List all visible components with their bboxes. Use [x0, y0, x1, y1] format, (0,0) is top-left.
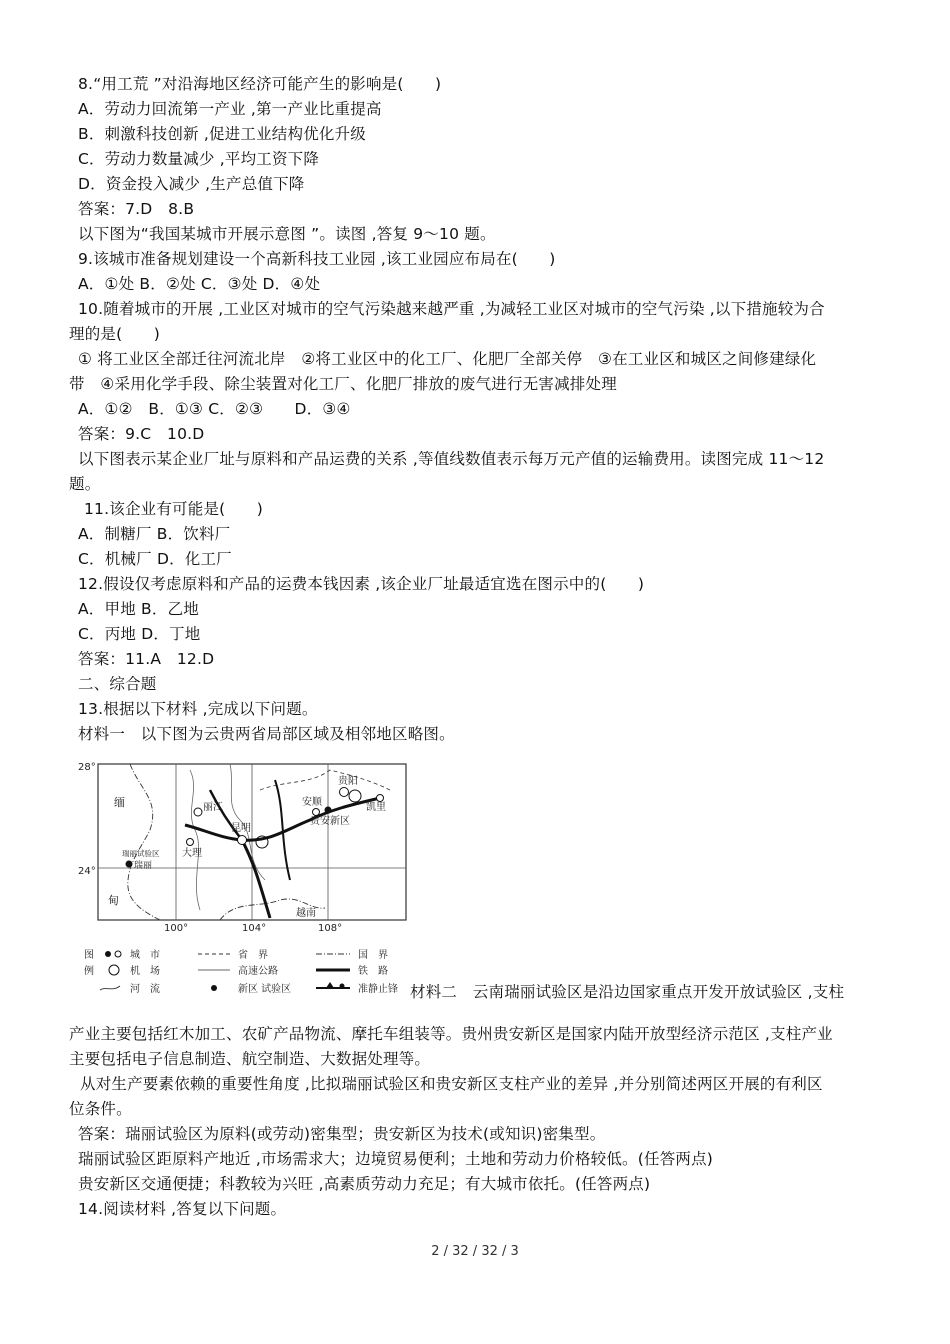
newzone-guian-label: 贵安新区 [310, 816, 350, 827]
zone-ruili-label: 瑞丽试验区 [122, 849, 160, 858]
intro-11-12-line1: 以下图表示某企业厂址与原料和产品运费的关系 ,等值线数值表示每万元产值的运输费用。读图完成 11～12 [78, 450, 825, 468]
q13-material2-line1: 材料二 云南瑞丽试验区是沿边国家重点开发开放试验区 ,支柱 [410, 983, 845, 1001]
city-anshun-label: 安顺 [302, 797, 322, 808]
newzone-guian-marker [325, 807, 332, 814]
city-anshun-marker [313, 809, 320, 816]
legend-river-line [100, 986, 120, 990]
legend-railway: 铁 路 [358, 966, 388, 977]
city-kaili-marker [377, 795, 384, 802]
legend-city-dot [105, 951, 111, 957]
city-lijiang-marker [194, 808, 202, 816]
city-guiyang-marker [340, 788, 349, 797]
legend-title-2: 例 [84, 966, 94, 977]
answer-11-12: 答案：11.A 12.D [78, 650, 215, 668]
province-border [260, 770, 390, 790]
legend-peak: 准静止锋 [358, 984, 398, 995]
legend-border: 国 界 [358, 950, 388, 961]
q13-material1: 材料一 以下图为云贵两省局部区域及相邻地区略图。 [78, 725, 455, 743]
q8-option-a: A．劳动力回流第一产业 ,第一产业比重提高 [78, 100, 382, 118]
city-dali-label: 大理 [182, 848, 202, 859]
country-myanmar-label-2: 甸 [108, 894, 119, 907]
q10-items-line1: ① 将工业区全部迁往河流北岸 ②将工业区中的化工厂、化肥厂全部关停 ③在工业区和城区之间修建绿化 [78, 350, 817, 368]
q10-items-line2: 带 ④采用化学手段、除尘装置对化工厂、化肥厂排放的废气进行无害减排处理 [69, 375, 617, 393]
q8-option-b: B．刺激科技创新 ,促进工业结构优化升级 [78, 125, 366, 143]
q13-answer-line2: 瑞丽试验区距原料产地近 ,市场需求大；边境贸易便利；土地和劳动力价格较低。(任答两点) [78, 1150, 714, 1168]
legend-city-circle [115, 951, 121, 957]
lon-108-label: 108° [318, 923, 343, 934]
legend-title-1: 图 [84, 950, 94, 961]
legend-highway: 高速公路 [238, 966, 278, 977]
q8-option-d: D．资金投入减少 ,生产总值下降 [78, 175, 305, 193]
answer-9-10: 答案：9.C 10.D [78, 425, 205, 443]
q12-stem: 12.假设仅考虑原料和产品的运费本钱因素 ,该企业厂址最适宜选在图示中的( ) [78, 575, 645, 593]
legend-airport-icon [109, 965, 119, 975]
river-2 [230, 764, 265, 880]
q10-stem-line1: 10.随着城市的开展 ,工业区对城市的空气污染越来越严重 ,为减轻工业区对城市的空气污染 ,以下措施较为合 [78, 300, 825, 318]
q9-stem: 9.该城市准备规划建设一个高新科技工业园 ,该工业园应布局在( ) [78, 250, 556, 268]
city-kunming-marker [238, 836, 247, 845]
legend-city: 城 市 [130, 950, 160, 961]
q8-stem: 8.“用工荒 ”对沿海地区经济可能产生的影响是( ) [78, 75, 442, 93]
yunnan-guizhou-map [70, 750, 420, 1000]
q13-ask-line1: 从对生产要素依赖的重要性角度 ,比拟瑞丽试验区和贵安新区支柱产业的差异 ,并分别简述两区开展的有利区 [80, 1075, 823, 1093]
page-footer: 2 / 32 / 32 / 3 [431, 1244, 519, 1259]
q13-material2-line2: 产业主要包括红木加工、农矿产品物流、摩托车组装等。贵州贵安新区是国家内陆开放型经济示范区 ,支柱产业 [69, 1025, 833, 1043]
answer-7-8: 答案：7.D 8.B [78, 200, 195, 218]
q10-stem-line2: 理的是( ) [69, 325, 160, 343]
railway-south [242, 840, 270, 918]
legend-river: 河 流 [130, 984, 160, 995]
q13-material2-line3: 主要包括电子信息制造、航空制造、大数据处理等。 [69, 1050, 431, 1068]
q13-stem: 13.根据以下材料 ,完成以下问题。 [78, 700, 318, 718]
q13-ask-line2: 位条件。 [69, 1100, 132, 1118]
q11-options-cd: C．机械厂 D．化工厂 [78, 550, 232, 568]
legend-front-semicircle [340, 984, 345, 989]
legend-province: 省 界 [238, 950, 268, 961]
lon-104-label: 104° [242, 923, 267, 934]
city-kaili-label: 凯里 [366, 802, 386, 813]
q13-answer-line3: 贵安新区交通便捷；科教较为兴旺 ,高素质劳动力充足；有大城市依托。(任答两点) [78, 1175, 651, 1193]
country-myanmar-label-1: 缅 [114, 796, 125, 809]
q8-option-c: C．劳动力数量减少 ,平均工资下降 [78, 150, 320, 168]
q12-options-ab: A．甲地 B．乙地 [78, 600, 199, 618]
q11-stem: 11.该企业有可能是( ) [84, 500, 264, 518]
lat-28-label: 28° [78, 762, 96, 773]
intro-11-12-line2: 题。 [69, 475, 101, 493]
lon-100-label: 100° [164, 923, 189, 934]
lat-24-label: 24° [78, 866, 96, 877]
airport-guiyang-icon [349, 790, 361, 802]
legend-newzone-dot [211, 985, 217, 991]
legend-newzone: 新区 试验区 [238, 984, 292, 995]
q14-stem: 14.阅读材料 ,答复以下问题。 [78, 1200, 287, 1218]
city-lijiang-label: 丽江 [203, 802, 223, 813]
city-kunming-label: 昆明 [231, 823, 251, 834]
q13-answer-line1: 答案：瑞丽试验区为原料(或劳动)密集型；贵安新区为技术(或知识)密集型。 [78, 1125, 606, 1143]
intro-9-10: 以下图为“我国某城市开展示意图 ”。读图 ,答复 9～10 题。 [78, 225, 496, 243]
city-guiyang-label: 贵阳 [338, 776, 358, 787]
national-border-west [128, 764, 160, 920]
section-heading: 二、综合题 [78, 675, 157, 693]
legend-airport: 机 场 [130, 966, 160, 977]
country-vietnam-label: 越南 [296, 908, 316, 919]
q9-options: A．①处 B．②处 C．③处 D．④处 [78, 275, 321, 293]
city-dali-marker [187, 839, 194, 846]
city-ruili-label: 瑞丽 [134, 861, 153, 871]
zone-ruili-marker [126, 861, 133, 868]
q12-options-cd: C．丙地 D．丁地 [78, 625, 201, 643]
q11-options-ab: A．制糖厂 B．饮料厂 [78, 525, 231, 543]
q10-options: A．①② B．①③ C．②③ D．③④ [78, 400, 351, 418]
legend-front-triangle [326, 982, 334, 988]
